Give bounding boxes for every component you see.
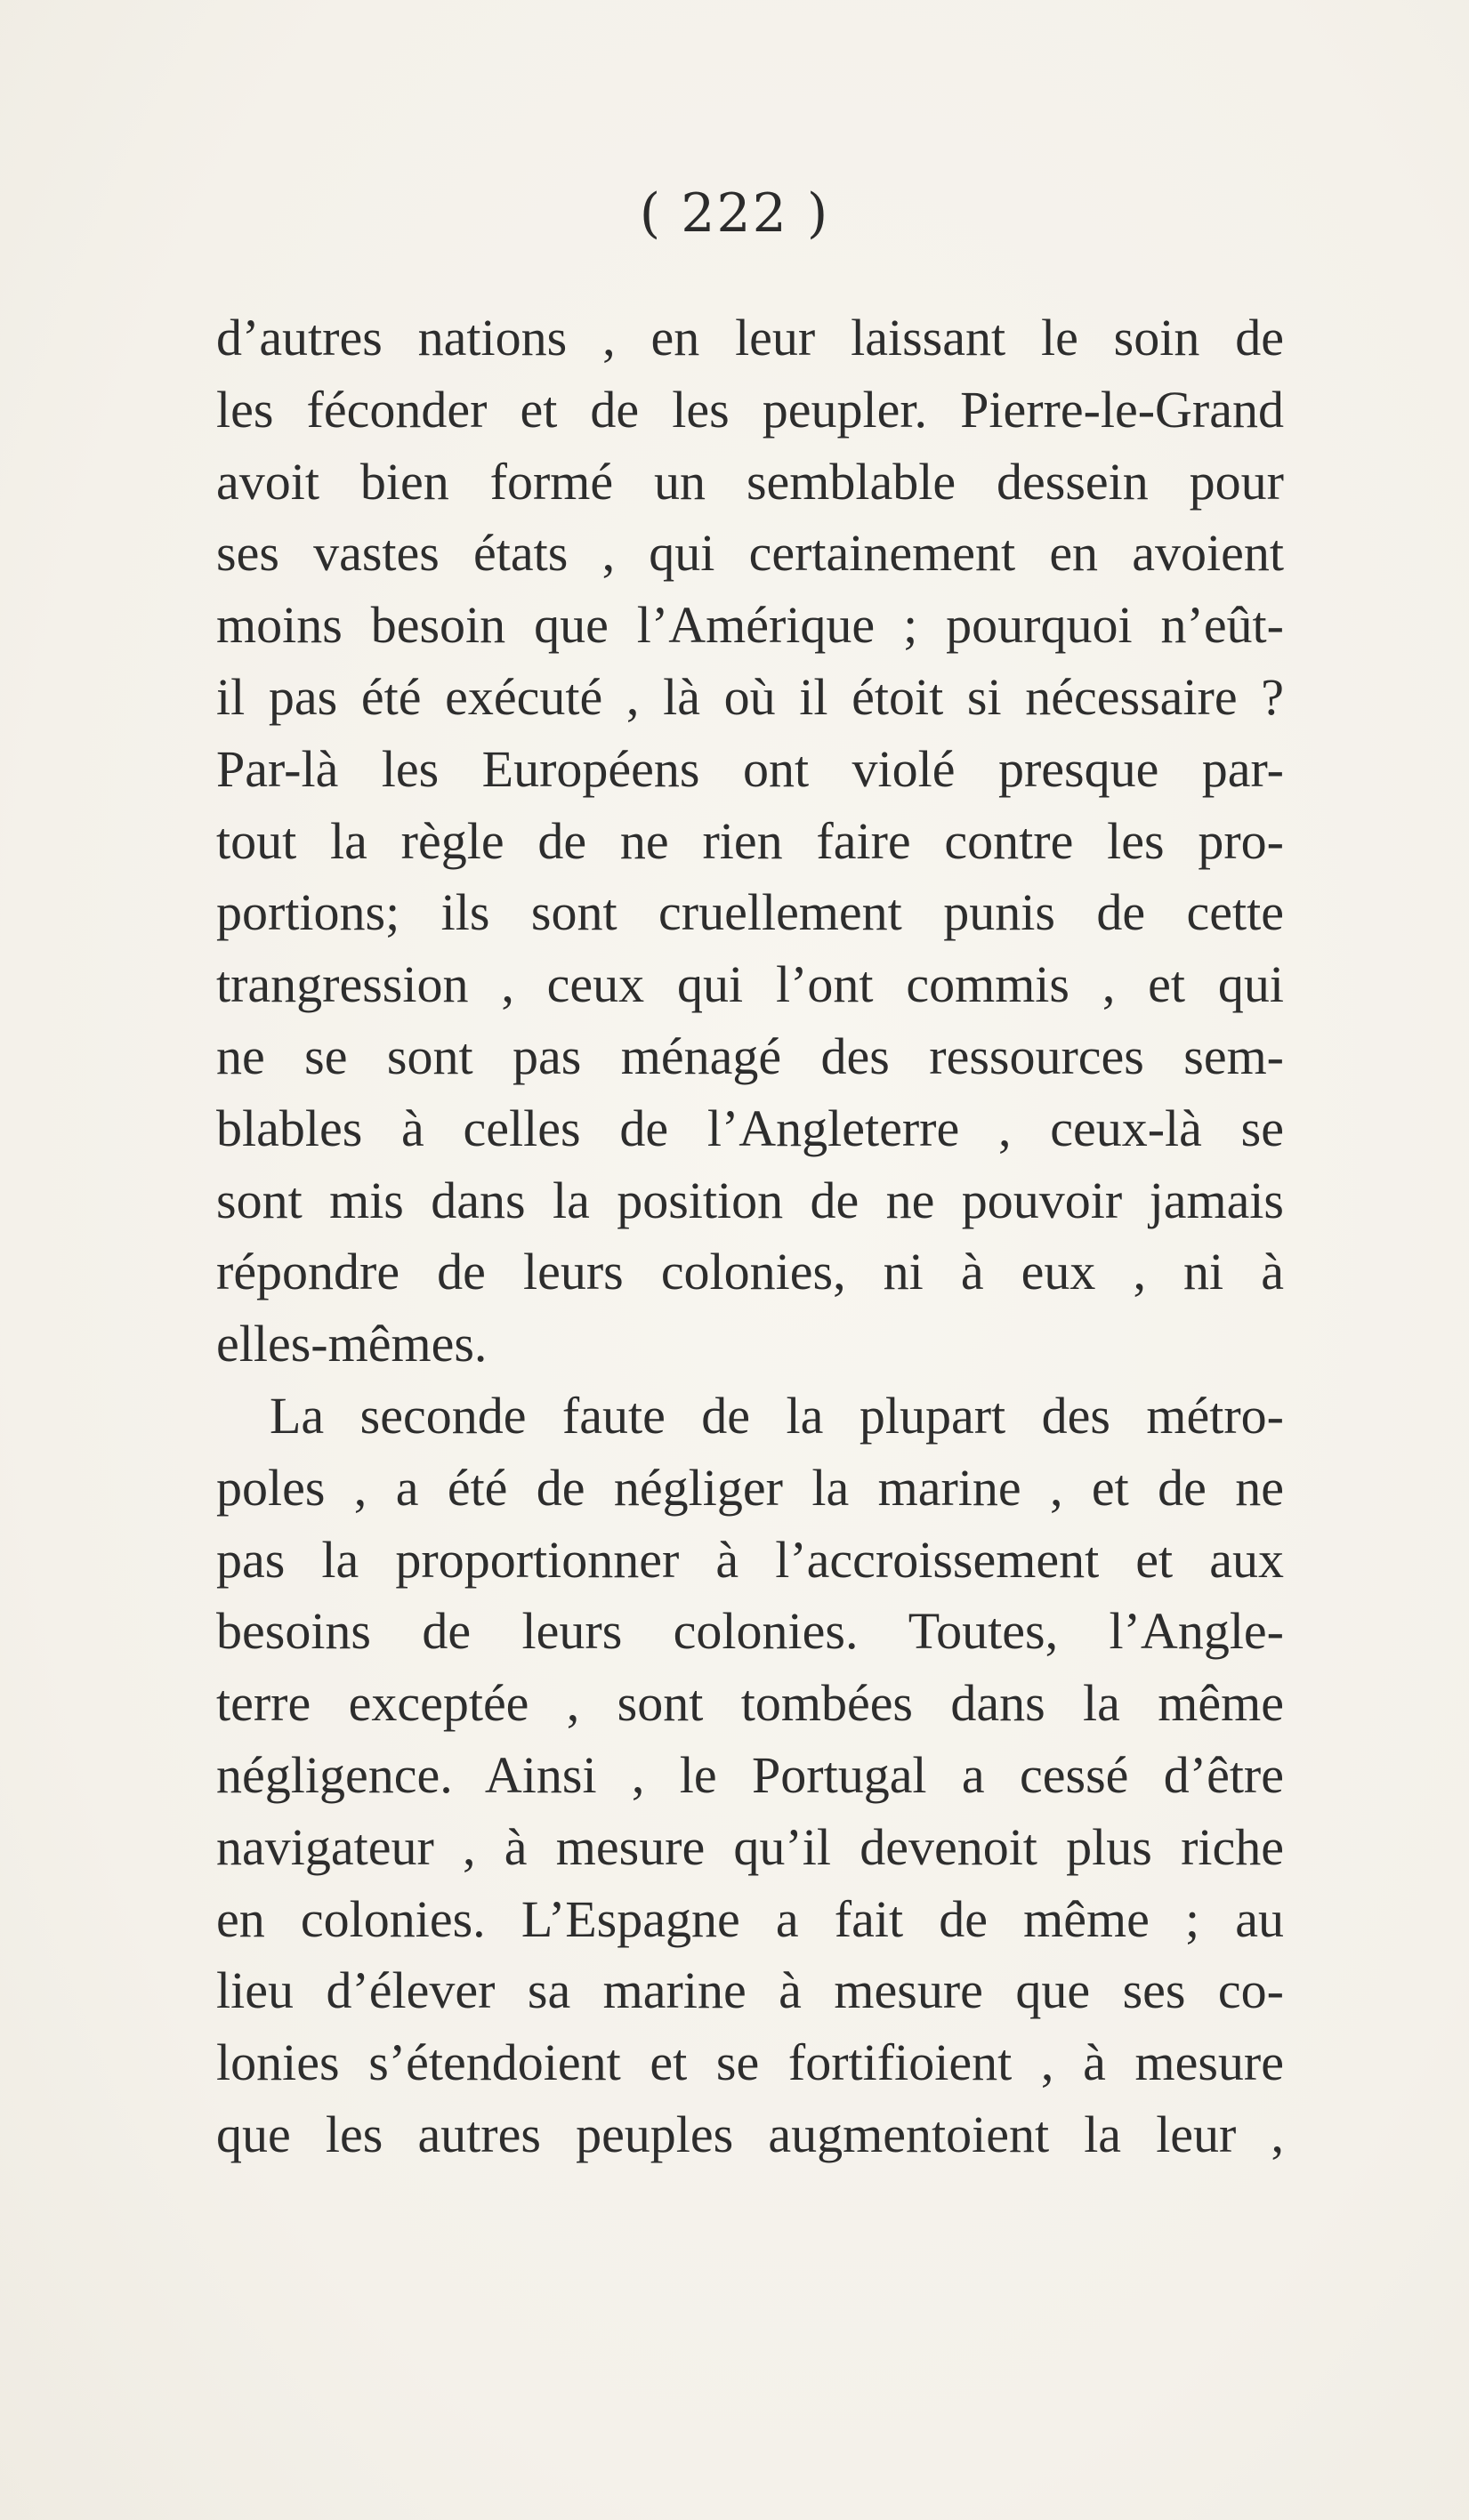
text-line: d’autres nations , en leur laissant le soin de [216, 309, 1284, 366]
text-line: en colonies. L’Espagne a fait de même ; au [216, 1889, 1284, 1948]
text-line: il pas été exécuté , là où il étoit si nécessaire ? [216, 667, 1284, 726]
text-line: portions; ils sont cruellement punis de cette [216, 883, 1284, 942]
text-line-paragraph-end: elles-mêmes. [216, 1315, 488, 1373]
text-line: tout la règle de ne rien faire contre les pro- [216, 811, 1284, 870]
text-line: ne se sont pas ménagé des ressources sem- [216, 1027, 1284, 1085]
text-line: les féconder et de les peupler. Pierre-le-Grand [216, 380, 1284, 439]
text-line: ses vastes états , qui certainement en avoient [216, 524, 1284, 583]
text-line: terre exceptée , sont tombées dans la même [216, 1674, 1284, 1733]
text-line: Par-là les Européens ont violé presque par- [216, 739, 1284, 798]
text-line: moins besoin que l’Amérique ; pourquoi n’eût- [216, 596, 1284, 655]
text-line-paragraph-start: La seconde faute de la plupart des métro- [270, 1386, 1284, 1445]
text-line: lieu d’élever sa marine à mesure que ses co- [216, 1961, 1284, 2020]
text-line: besoins de leurs colonies. Toutes, l’Angle- [216, 1602, 1284, 1661]
text-line: trangression , ceux qui l’ont commis , et qui [216, 955, 1284, 1014]
text-line: avoit bien formé un semblable dessein pour [216, 452, 1284, 511]
text-line: poles , a été de négliger la marine , et de ne [216, 1458, 1284, 1517]
text-line: navigateur , à mesure qu’il devenoit plus riche [216, 1817, 1284, 1876]
text-line: blables à celles de l’Angleterre , ceux-là se [216, 1099, 1284, 1157]
text-line: que les autres peuples augmentoient la leur , [216, 2105, 1284, 2163]
text-line: lonies s’étendoient et se fortifioient , à mesure [216, 2033, 1284, 2092]
page-number: ( 222 ) [639, 182, 830, 245]
body-text [216, 302, 1284, 2171]
text-line: sont mis dans la position de ne pouvoir jamais [216, 1171, 1284, 1229]
text-line: pas la proportionner à l’accroissement et aux [216, 1530, 1284, 1589]
text-line: répondre de leurs colonies, ni à eux , ni à [216, 1243, 1284, 1301]
text-line: négligence. Ainsi , le Portugal a cessé d’être [216, 1745, 1284, 1804]
